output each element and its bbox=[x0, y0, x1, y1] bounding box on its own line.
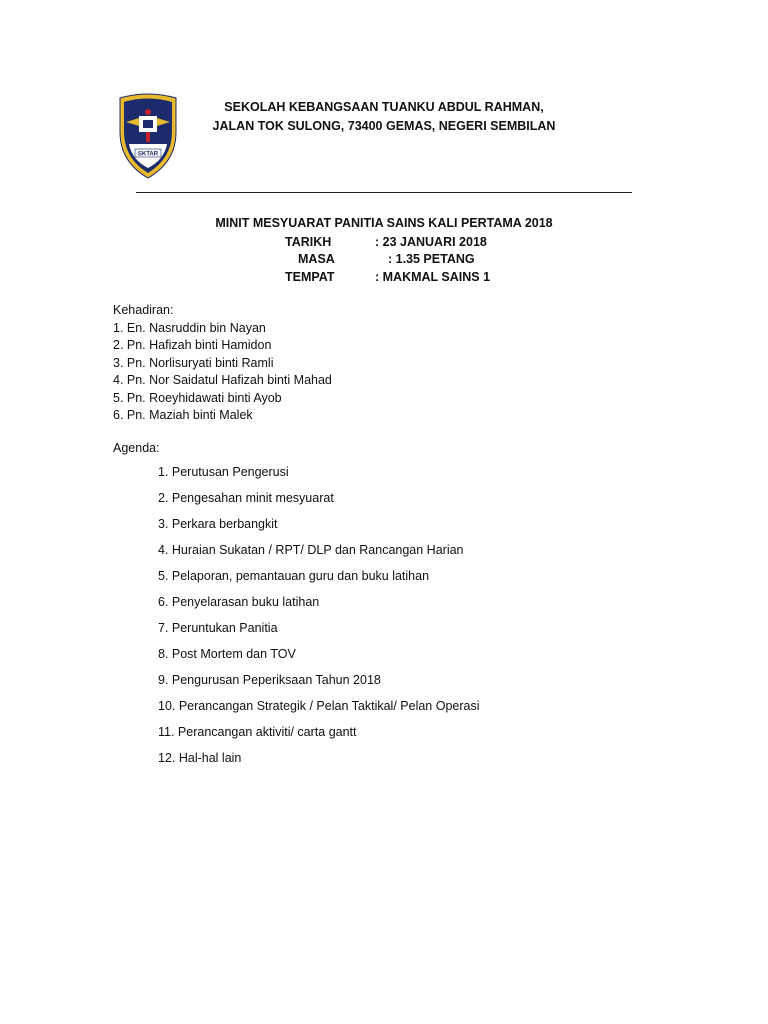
agenda-item: 10. Perancangan Strategik / Pelan Taktikal/ Pelan Operasi bbox=[158, 699, 480, 713]
agenda-item: 3. Perkara berbangkit bbox=[158, 517, 278, 531]
agenda-item: 4. Huraian Sukatan / RPT/ DLP dan Rancangan Harian bbox=[158, 543, 464, 557]
meta-date-value: : 23 JANUARI 2018 bbox=[375, 235, 487, 249]
school-name-line1: SEKOLAH KEBANGSAAN TUANKU ABDUL RAHMAN, bbox=[224, 100, 544, 114]
agenda-item: 1. Perutusan Pengerusi bbox=[158, 465, 289, 479]
school-address-line: JALAN TOK SULONG, 73400 GEMAS, NEGERI SEMBILAN bbox=[212, 119, 556, 133]
attendee-item: 6. Pn. Maziah binti Malek bbox=[113, 408, 253, 423]
meta-place-value: : MAKMAL SAINS 1 bbox=[375, 270, 491, 284]
attendance-list bbox=[113, 320, 332, 424]
meta-time-value: : 1.35 PETANG bbox=[388, 252, 475, 266]
attendee-item: 5. Pn. Roeyhidawati binti Ayob bbox=[113, 390, 282, 405]
meta-date-label: TARIKH bbox=[285, 235, 332, 249]
agenda-item: 6. Penyelarasan buku latihan bbox=[158, 595, 320, 609]
meta-time-label: MASA bbox=[298, 252, 335, 266]
agenda-item: 12. Hal-hal lain bbox=[158, 751, 242, 765]
attendee-item: 1. En. Nasruddin bin Nayan bbox=[113, 321, 266, 335]
agenda-item: 2. Pengesahan minit mesyuarat bbox=[158, 491, 334, 505]
agenda-item: 5. Pelaporan, pemantauan guru dan buku latihan bbox=[158, 569, 430, 583]
agenda-item: 11. Perancangan aktiviti/ carta gantt bbox=[158, 725, 357, 739]
attendance-label: Kehadiran: bbox=[113, 303, 174, 317]
crest-label: SKTAR bbox=[137, 151, 159, 158]
agenda-item: 7. Peruntukan Panitia bbox=[158, 621, 278, 635]
meta-place-label: TEMPAT bbox=[285, 270, 335, 284]
header-divider bbox=[136, 192, 632, 193]
agenda-item: 9. Pengurusan Peperiksaan Tahun 2018 bbox=[158, 673, 381, 687]
agenda-label: Agenda: bbox=[113, 441, 160, 455]
attendee-item: 4. Pn. Nor Saidatul Hafizah binti Mahad bbox=[113, 373, 332, 388]
school-crest-logo bbox=[117, 92, 179, 180]
school-name-header bbox=[200, 98, 568, 136]
agenda-list bbox=[158, 464, 480, 776]
attendee-item: 3. Pn. Norlisuryati binti Ramli bbox=[113, 355, 274, 370]
attendee-item: 2. Pn. Hafizah binti Hamidon bbox=[113, 338, 272, 353]
agenda-item: 8. Post Mortem dan TOV bbox=[158, 647, 296, 661]
minutes-title: MINIT MESYUARAT PANITIA SAINS KALI PERTAMA 2018 bbox=[215, 216, 553, 230]
